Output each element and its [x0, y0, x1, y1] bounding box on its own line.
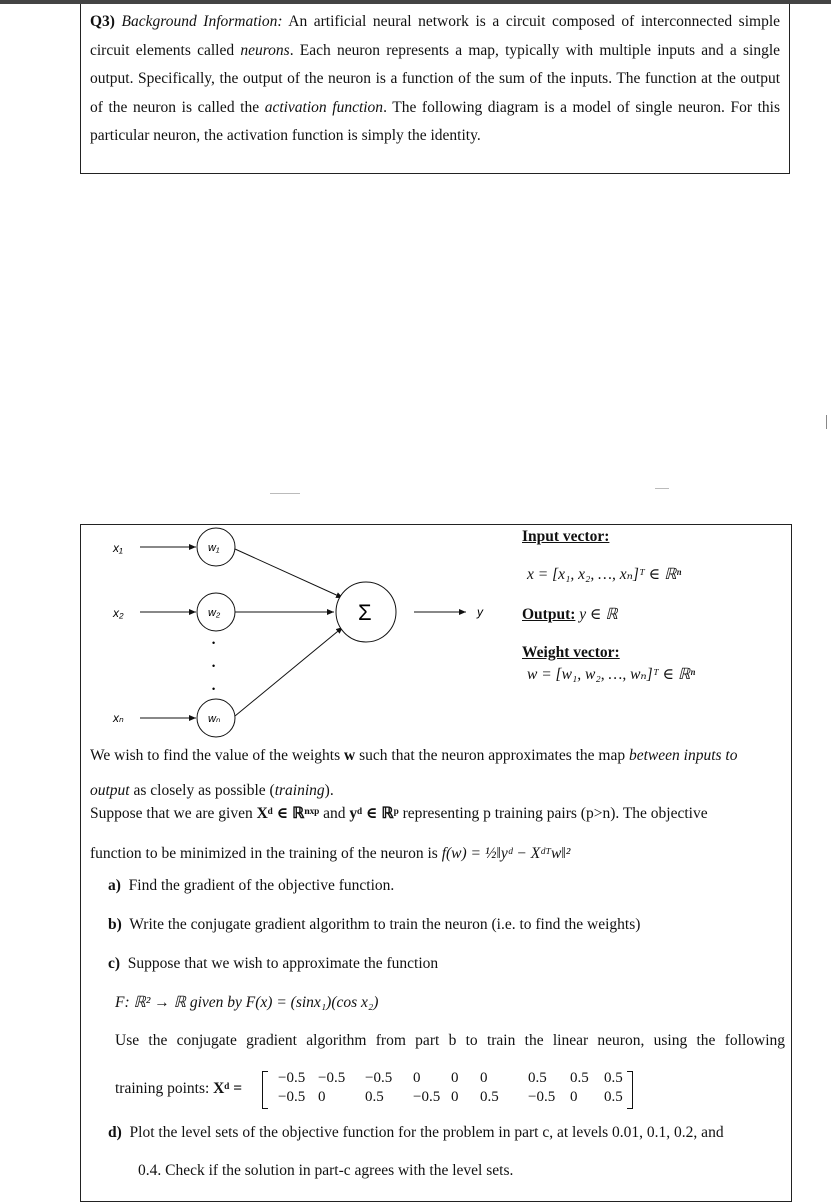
input-label-x2: x₂	[113, 606, 124, 620]
text-line: . The following diagram is a model of single neuron.	[383, 98, 725, 116]
objective-line	[90, 843, 785, 865]
item-text: Write the conjugate gradient algorithm to train the neuron (i.e. to find the weights)	[129, 916, 641, 933]
matrix-cell: −0.5	[278, 1089, 306, 1105]
emphasis: neurons	[240, 41, 290, 59]
item-label: c)	[108, 955, 121, 972]
function-definition: F: ℝ² → ℝ given by F(x) = (sinx₁)(cos x₂)	[115, 994, 379, 1011]
matrix-cell: −0.5	[528, 1089, 556, 1105]
text: and	[323, 805, 346, 822]
weight-label-w2: w₂	[208, 607, 221, 619]
ellipsis-dot: •	[212, 661, 216, 671]
text: such that the neuron approximates the map	[359, 747, 626, 764]
text-line: An artificial neural network is a circuit composed of interconnected simple	[288, 13, 781, 30]
matrix-cell: −0.5	[365, 1070, 393, 1086]
matrix-cell: 0	[570, 1089, 578, 1105]
text: representing p training pairs (p>n). The objective	[402, 805, 708, 822]
text-line: output. Specifically, the output of the neuron is a function of the sum of the inputs. The function at the	[90, 70, 736, 87]
ellipsis-dot: •	[212, 638, 216, 648]
weight-vector-formula: w = [w₁, w₂, …, wₙ]ᵀ ∈ ℝⁿ	[527, 666, 696, 683]
xd-symbol: Xᵈ =	[213, 1080, 243, 1097]
suppose-line	[90, 803, 785, 825]
matrix-cell: −0.5	[278, 1070, 306, 1086]
text: training points:	[115, 1080, 210, 1097]
input-label-x1: x₁	[113, 541, 123, 555]
item-c	[108, 955, 438, 973]
training-paragraph	[90, 745, 785, 802]
weight-label-w1: w₁	[208, 542, 220, 554]
text-line: output of the neuron is called the	[90, 70, 781, 116]
text-line: circuit elements called	[90, 41, 235, 59]
output-line	[522, 605, 618, 624]
matrix-cell: 0	[318, 1089, 326, 1105]
input-vector-title: Input vector:	[522, 528, 610, 545]
text-line: For this particular neuron, the activation function is simply the identity.	[90, 98, 780, 144]
matrix-cell: 0.5	[604, 1089, 623, 1105]
matrix-cell: 0	[480, 1070, 488, 1086]
emphasis: output	[90, 782, 130, 799]
item-d-continued: 0.4. Check if the solution in part-c agrees with the level sets.	[138, 1162, 514, 1179]
question-label: Q3)	[90, 13, 115, 30]
output-label-y: y	[477, 605, 483, 619]
matrix-cell: −0.5	[318, 1070, 346, 1086]
output-formula: y ∈ ℝ	[579, 606, 618, 623]
item-b	[108, 916, 640, 934]
ellipsis-dot: •	[212, 684, 216, 694]
matrix-left-bracket	[262, 1071, 268, 1109]
item-d	[108, 1124, 724, 1142]
xd-formula: Xᵈ ∈ ℝⁿˣᵖ	[256, 805, 320, 822]
training-points-label	[115, 1080, 242, 1098]
item-label: b)	[108, 916, 122, 933]
item-text: Suppose that we wish to approximate the function	[127, 955, 439, 972]
matrix-right-bracket	[627, 1071, 633, 1109]
input-label-xn: xₙ	[113, 711, 124, 725]
sum-symbol: Σ	[358, 600, 372, 625]
connection-arrow	[235, 627, 343, 716]
matrix-cell: 0.5	[528, 1070, 547, 1086]
input-vector-formula: x = [x₁, x₂, …, xₙ]ᵀ ∈ ℝⁿ	[527, 566, 682, 583]
weight-symbol: w	[344, 747, 356, 764]
output-title: Output:	[522, 606, 576, 623]
item-a	[108, 877, 394, 895]
emphasis: activation function	[264, 98, 384, 116]
text: We wish to find the value of the weights	[90, 747, 341, 764]
yd-formula: yᵈ ∈ ℝᵖ	[349, 805, 399, 822]
matrix-cell: 0	[413, 1070, 421, 1086]
text: function to be minimized in the training of the neuron is	[90, 845, 438, 862]
item-label: a)	[108, 877, 121, 894]
use-line: Use the conjugate gradient algorithm from part b to train the linear neuron, using the following	[115, 1032, 785, 1049]
weight-vector-title: Weight vector:	[522, 644, 620, 661]
objective-formula: f(w) = ½‖yᵈ − Xᵈᵀw‖²	[441, 845, 571, 862]
item-text: Plot the level sets of the objective function for the problem in part c, at levels 0.01, 0.1, 0.2, and	[129, 1124, 724, 1141]
text: ).	[324, 782, 334, 799]
matrix-cell: 0.5	[570, 1070, 589, 1086]
matrix-cell: 0	[451, 1089, 459, 1105]
emphasis: between inputs to	[629, 747, 738, 764]
weight-label-wn: wₙ	[208, 713, 221, 725]
intro-heading: Background Information:	[121, 13, 283, 30]
connection-arrow	[235, 549, 343, 598]
item-label: d)	[108, 1124, 122, 1141]
matrix-cell: 0.5	[604, 1070, 623, 1086]
matrix-cell: 0.5	[480, 1089, 499, 1105]
matrix-cell: 0	[451, 1070, 459, 1086]
matrix-cell: 0.5	[365, 1089, 384, 1105]
text: Suppose that we are given	[90, 805, 253, 822]
text: as closely as possible (	[133, 782, 275, 799]
emphasis: training	[274, 782, 325, 799]
text-line: . Each neuron represents a map, typically with multiple inputs and a single	[289, 41, 781, 59]
item-text: Find the gradient of the objective function.	[128, 877, 395, 894]
matrix-cell: −0.5	[413, 1089, 441, 1105]
